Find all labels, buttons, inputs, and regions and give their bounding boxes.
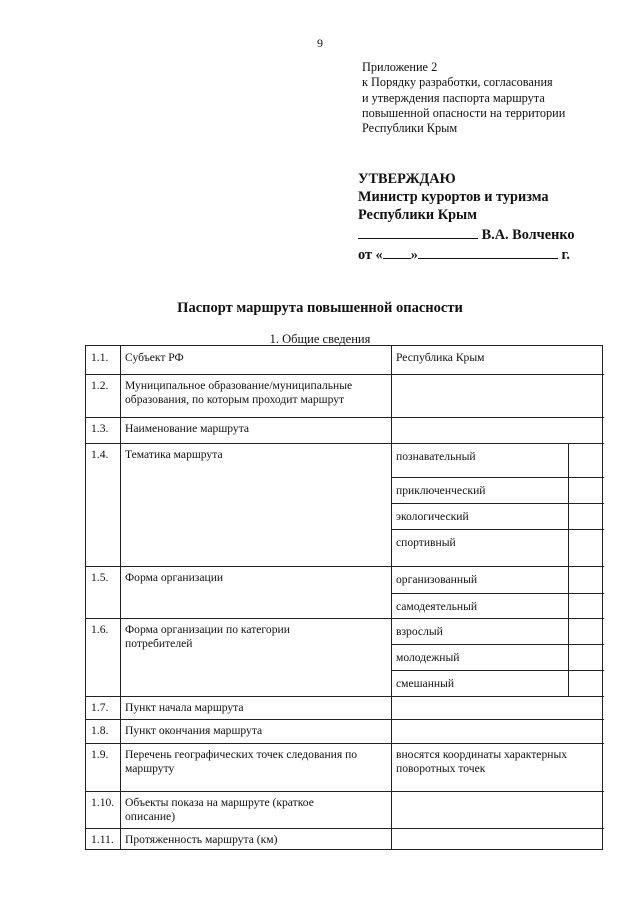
row-label: Субъект РФ	[125, 351, 184, 364]
date-prefix: от «	[358, 247, 383, 263]
option-checkbox-cell[interactable]	[569, 530, 601, 565]
approval-signer: В.А. Волченко	[481, 227, 575, 243]
row-label: Форма организации	[125, 571, 224, 584]
option-checkbox-cell[interactable]	[569, 504, 601, 528]
option-checkbox-cell[interactable]	[569, 619, 601, 643]
table-gridline	[391, 346, 392, 849]
page-number: 9	[317, 36, 323, 50]
option-label: экологический	[396, 510, 469, 523]
row-label: образования, по которым проходит маршрут	[125, 392, 345, 406]
option-label: приключенческий	[396, 484, 486, 497]
document-title: Паспорт маршрута повышенной опасности	[177, 300, 463, 316]
signature-blank-line	[358, 224, 478, 239]
appendix-line: к Порядку разработки, согласования	[362, 75, 553, 90]
section-title: 1. Общие сведения	[269, 332, 371, 346]
date-suffix: г.	[561, 247, 570, 263]
table-gridline	[86, 828, 604, 829]
table-gridline	[86, 374, 604, 375]
row-number: 1.10.	[91, 796, 115, 809]
row-value: поворотных точек	[396, 761, 486, 775]
row-number: 1.5.	[91, 571, 109, 584]
date-mid: »	[410, 247, 418, 263]
table-gridline	[120, 346, 121, 849]
appendix-line: Приложение 2	[362, 60, 438, 74]
table-gridline	[86, 791, 604, 792]
row-label: Форма организации по категории	[125, 623, 290, 636]
appendix-note	[362, 60, 632, 136]
approval-block	[358, 170, 634, 264]
row-label: Объекты показа на маршруте (краткое	[125, 796, 314, 809]
table-gridline	[86, 719, 604, 720]
approval-position-line1: Министр курортов и туризма	[358, 189, 549, 205]
row-number: 1.8.	[91, 724, 109, 737]
option-label: взрослый	[396, 625, 443, 638]
option-checkbox-cell[interactable]	[569, 567, 601, 592]
row-label: Наименование маршрута	[125, 422, 250, 435]
row-number: 1.4.	[91, 448, 109, 461]
row-number: 1.1.	[91, 351, 109, 364]
row-label: Пункт начала маршрута	[125, 701, 244, 714]
option-label: спортивный	[396, 536, 456, 549]
row-number: 1.11.	[91, 833, 114, 846]
option-checkbox-cell[interactable]	[569, 478, 601, 502]
row-label: описание)	[125, 809, 176, 823]
row-label: потребителей	[125, 636, 193, 650]
table-gridline	[86, 743, 604, 744]
row-number: 1.7.	[91, 701, 109, 714]
table-gridline	[86, 696, 604, 697]
date-day-blank	[383, 244, 411, 259]
row-value: Республика Крым	[396, 351, 485, 364]
row-number: 1.6.	[91, 623, 109, 636]
appendix-line: повышенной опасности на территории	[362, 105, 566, 120]
general-info-table	[85, 345, 603, 850]
row-number: 1.9.	[91, 748, 109, 761]
option-checkbox-cell[interactable]	[569, 671, 601, 695]
row-label: Тематика маршрута	[125, 448, 223, 461]
option-label: организованный	[396, 573, 478, 586]
approval-position-line2: Республики Крым	[358, 207, 477, 223]
row-label: Муниципальное образование/муниципальные	[125, 379, 353, 392]
row-number: 1.3.	[91, 422, 109, 435]
row-label: Перечень географических точек следования по	[125, 748, 358, 761]
option-label: смешанный	[396, 677, 455, 690]
approval-date-row	[358, 244, 634, 264]
option-checkbox-cell[interactable]	[569, 645, 601, 669]
approval-signature-row	[358, 224, 634, 244]
row-label: маршруту	[125, 761, 175, 775]
option-checkbox-cell[interactable]	[569, 594, 601, 617]
row-number: 1.2.	[91, 379, 109, 392]
row-value: вносятся координаты характерных	[396, 748, 568, 761]
option-label: самодеятельный	[396, 600, 478, 613]
table-gridline	[86, 443, 604, 444]
row-label: Пункт окончания маршрута	[125, 724, 263, 737]
option-label: молодежный	[396, 651, 460, 664]
row-label: Протяженность маршрута (км)	[125, 833, 278, 846]
approval-heading: УТВЕРЖДАЮ	[358, 171, 456, 187]
option-label: познавательный	[396, 450, 476, 463]
table-gridline	[86, 417, 604, 418]
appendix-line: Республики Крым	[362, 121, 458, 136]
table-gridline	[86, 618, 604, 619]
date-month-blank	[418, 244, 558, 259]
option-checkbox-cell[interactable]	[569, 444, 601, 476]
appendix-line: и утверждения паспорта маршрута	[362, 90, 545, 105]
table-gridline	[86, 566, 604, 567]
